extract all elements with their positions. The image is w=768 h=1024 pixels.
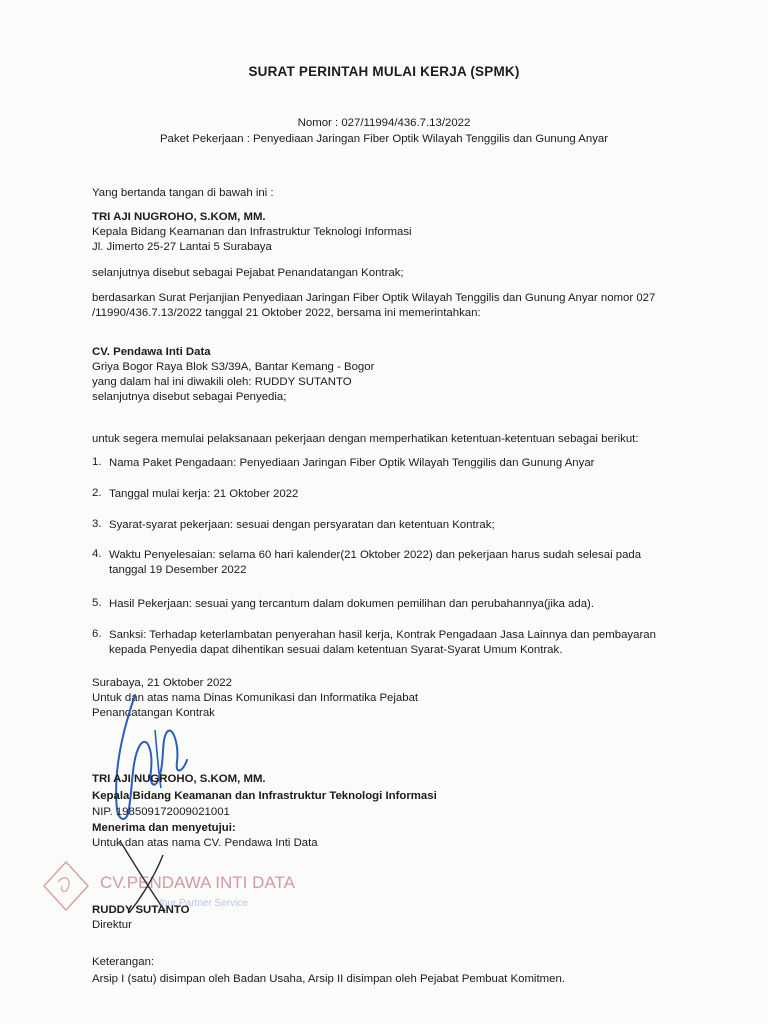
item-number: 6. (92, 628, 102, 640)
item-number: 2. (92, 487, 102, 499)
item-text: Hasil Pekerjaan: sesuai yang tercantum dalam dokumen pemilihan dan perubahannya(jika ada). (109, 598, 595, 610)
item-number: 3. (92, 518, 102, 530)
acceptance-heading: Menerima dan menyetujui: (92, 822, 236, 834)
signer-position: Kepala Bidang Keamanan dan Infrastruktur Teknologi Informasi (92, 226, 412, 238)
acceptance-on-behalf: Untuk dan atas nama CV. Pendawa Inti Data (92, 837, 318, 849)
item-text: Sanksi: Terhadap keterlambatan penyerahan hasil kerja, Kontrak Pengadaan Jasa Lainnya dan pembayaran (109, 629, 656, 641)
item-number: 1. (92, 456, 102, 468)
signer-address: Jl. Jimerto 25-27 Lantai 5 Surabaya (92, 241, 272, 253)
basis-line-2: /11990/436.7.13/2022 tanggal 21 Oktober 2022, bersama ini memerintahkan: (92, 307, 481, 319)
document-number: Nomor : 027/11994/436.7.13/2022 (297, 117, 471, 129)
item-text: tanggal 19 Desember 2022 (109, 564, 247, 576)
provider-role: selanjutnya disebut sebagai Penyedia; (92, 391, 287, 403)
item-number: 4. (92, 548, 102, 560)
basis-line-1: berdasarkan Surat Perjanjian Penyediaan Jaringan Fiber Optik Wilayah Tenggilis dan Gunung Anyar nomor 027 (92, 292, 656, 304)
item-number: 5. (92, 597, 102, 609)
provider-address: Griya Bogor Raya Blok S3/39A, Bantar Kemang - Bogor (92, 361, 375, 373)
signer-name: TRI AJI NUGROHO, S.KOM, MM. (92, 211, 266, 223)
provider-representative: yang dalam hal ini diwakili oleh: RUDDY SUTANTO (92, 376, 352, 388)
item-text: Waktu Penyelesaian: selama 60 hari kalender(21 Oktober 2022) dan pekerjaan harus sudah selesai pada (109, 549, 642, 561)
stamp-tagline: Your Partner Service (156, 898, 248, 909)
provider-signer-name: RUDDY SUTANTO (92, 904, 190, 916)
place-date: Surabaya, 21 Oktober 2022 (92, 677, 232, 689)
closing-signer-title: Penandatangan Kontrak (92, 707, 215, 719)
work-package: Paket Pekerjaan : Penyediaan Jaringan Fiber Optik Wilayah Tenggilis dan Gunung Anyar (159, 133, 609, 145)
item-text: Syarat-syarat pekerjaan: sesuai dengan persyaratan dan ketentuan Kontrak; (109, 519, 495, 531)
document-title: SURAT PERINTAH MULAI KERJA (SPMK) (248, 64, 520, 79)
item-text: kepada Penyedia dapat dihentikan sesuai dalam ketentuan Syarat-Syarat Umum Kontrak. (109, 644, 563, 656)
stamp-company-name: CV.PENDAWA INTI DATA (100, 873, 295, 892)
closing-signer-position: Kepala Bidang Keamanan dan Infrastruktur Teknologi Informasi (92, 790, 437, 802)
intro-line: Yang bertanda tangan di bawah ini : (92, 187, 274, 199)
item-text: Tanggal mulai kerja: 21 Oktober 2022 (109, 488, 299, 500)
signer-role: selanjutnya disebut sebagai Pejabat Penandatangan Kontrak; (92, 267, 404, 279)
notes-text: Arsip I (satu) disimpan oleh Badan Usaha, Arsip II disimpan oleh Pejabat Pembuat Komitmen. (92, 973, 565, 985)
closing-on-behalf: Untuk dan atas nama Dinas Komunikasi dan Informatika Pejabat (92, 692, 419, 704)
item-text: Nama Paket Pengadaan: Penyediaan Jaringan Fiber Optik Wilayah Tenggilis dan Gunung Anyar (109, 457, 595, 469)
closing-nip: NIP. 198509172009021001 (92, 806, 230, 818)
closing-signer-name: TRI AJI NUGROHO, S.KOM, MM. (92, 773, 266, 785)
instruction-line: untuk segera memulai pelaksanaan pekerjaan dengan memperhatikan ketentuan-ketentuan sebagai berikut: (92, 433, 639, 445)
provider-name: CV. Pendawa Inti Data (92, 346, 211, 358)
notes-heading: Keterangan: (92, 956, 155, 968)
provider-signer-title: Direktur (92, 919, 132, 931)
